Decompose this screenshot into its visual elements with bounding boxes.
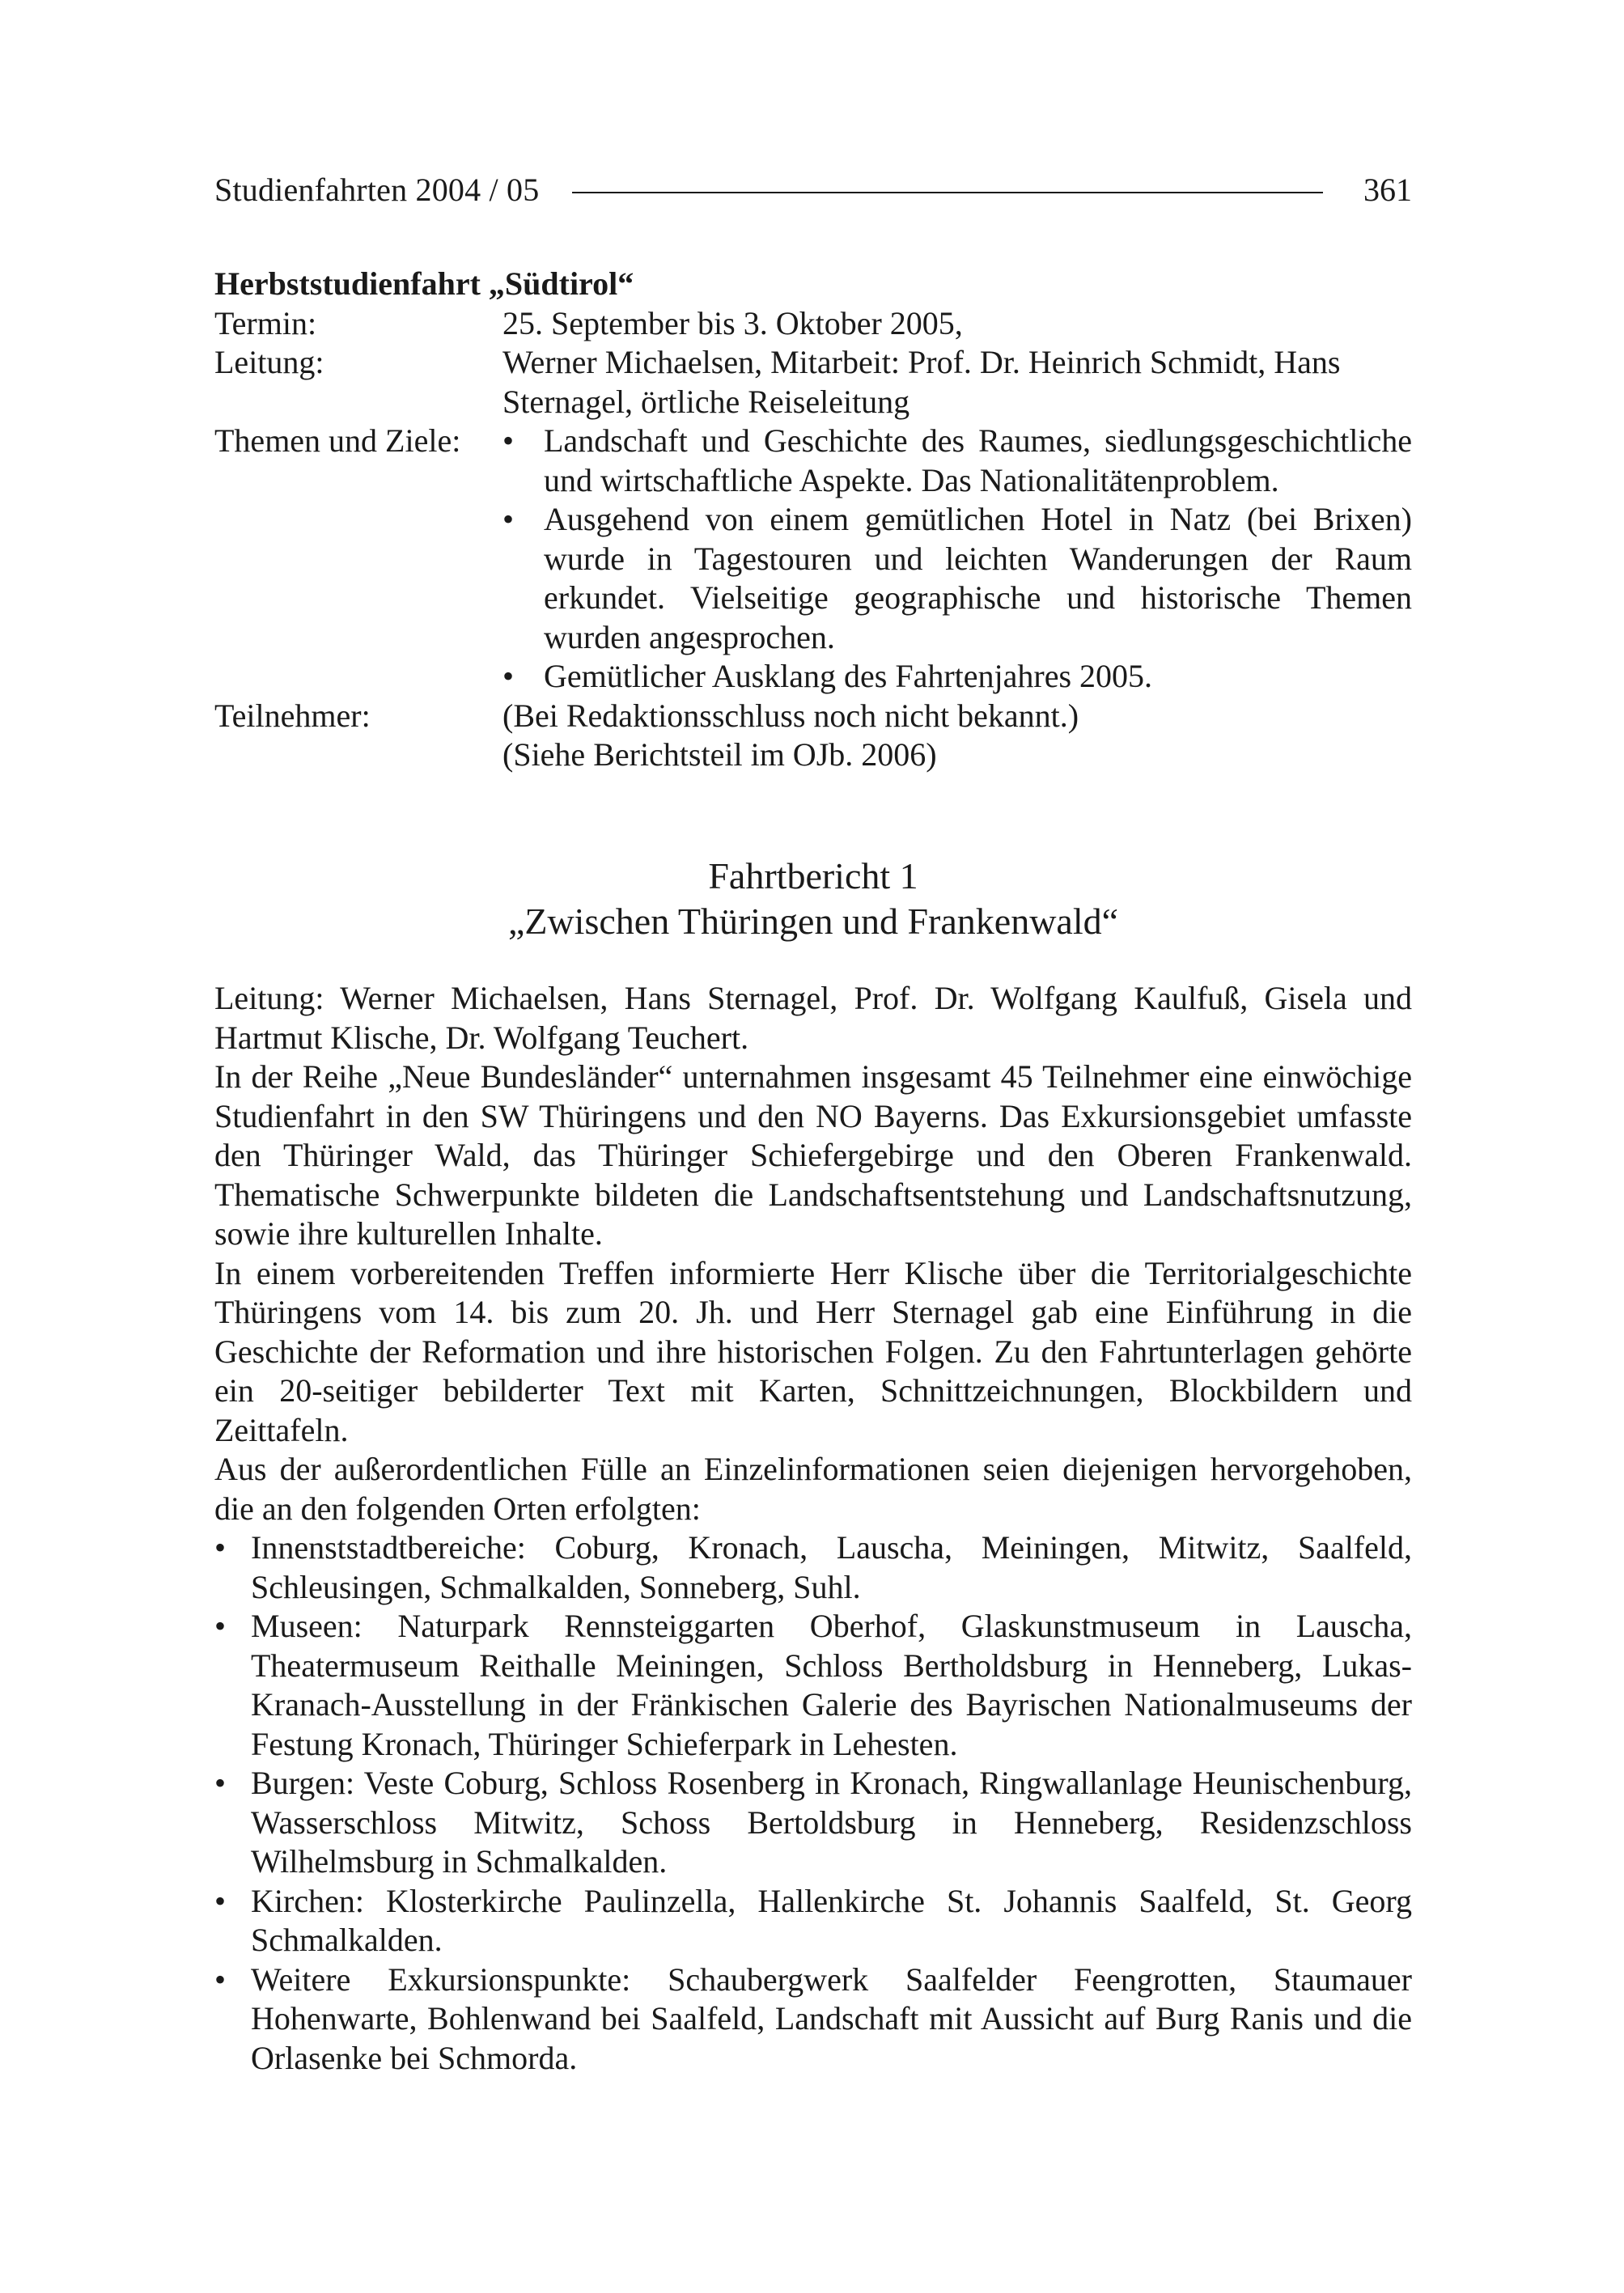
list-item [214, 1960, 1412, 2079]
leitung-row [214, 343, 1412, 422]
teilnehmer-row [214, 697, 1412, 775]
running-header [214, 166, 1412, 214]
bullet-icon: • [502, 422, 515, 459]
bullet-icon: • [502, 501, 515, 537]
teilnehmer-line-1: (Bei Redaktionsschluss noch nicht bekannt.) [502, 697, 1079, 734]
leitung-label: Leitung: [214, 344, 324, 380]
report-body [214, 979, 1412, 2078]
bullet-icon: • [502, 658, 515, 694]
themen-label: Themen und Ziele: [214, 422, 461, 459]
list-item [214, 1764, 1412, 1882]
list-item-text: Burgen: Veste Coburg, Schloss Rosenberg in Kronach, Ringwallanlage Heunischenburg, Wasserschloss Mitwitz, Schoss Bertoldsburg in Henneberg, Residenzschloss Wilhelmsburg in Schmalkalden. [251, 1765, 1412, 1880]
suedtirol-title: Herbststudienfahrt „Südtirol“ [214, 265, 634, 302]
report-heading-number: Fahrtbericht 1 [708, 855, 918, 896]
report-paragraph-3: Aus der außerordentlichen Fülle an Einzelinformationen seien diejenigen hervorgehoben, die an den folgenden Orten erfolgten: [214, 1451, 1412, 1527]
page-number: 361 [1363, 172, 1412, 208]
running-title: Studienfahrten 2004 / 05 [214, 172, 540, 208]
list-item [214, 1528, 1412, 1607]
teilnehmer-label: Teilnehmer: [214, 697, 371, 734]
list-item-text: Landschaft und Geschichte des Raumes, siedlungsgeschichtliche und wirtschaftliche Aspekte. Das Nationalitätenproblem. [544, 422, 1412, 498]
bullet-icon: • [214, 1882, 227, 1919]
header-rule [572, 192, 1323, 193]
list-item [502, 422, 1412, 500]
report-leitung: Leitung: Werner Michaelsen, Hans Sternagel, Prof. Dr. Wolfgang Kaulfuß, Gisela und Hartmut Klische, Dr. Wolfgang Teuchert. [214, 980, 1412, 1056]
list-item-text: Gemütlicher Ausklang des Fahrtenjahres 2005. [544, 658, 1153, 694]
report-list [214, 1528, 1412, 2078]
termin-label: Termin: [214, 304, 317, 341]
list-item-text: Innenststadtbereiche: Coburg, Kronach, Lauscha, Meiningen, Mitwitz, Saalfeld, Schleusingen, Schmalkalden, Sonneberg, Suhl. [251, 1529, 1412, 1605]
report-paragraph-2: In einem vorbereitenden Treffen informierte Herr Klische über die Territorialgeschichte Thüringens vom 14. bis zum 20. Jh. und Herr Sternagel gab eine Einführung in die Geschichte der Reformation und ihre historischen Folgen. Zu den Fahrtunterlagen gehörte ein 20-seitiger bebilderter Text mit Karten, Schnittzeichnungen, Blockbildern und Zeittafeln. [214, 1254, 1412, 1448]
themen-row [214, 422, 1412, 697]
bullet-icon: • [214, 1608, 227, 1644]
list-item [214, 1882, 1412, 1960]
bullet-icon: • [214, 1765, 227, 1801]
list-item-text: Weitere Exkursionspunkte: Schaubergwerk Saalfelder Feengrotten, Staumauer Hohenwarte, Bohlenwand bei Saalfeld, Landschaft mit Aussicht auf Burg Ranis und die Orlasenke bei Schmorda. [251, 1960, 1412, 2076]
list-item [502, 500, 1412, 657]
report-heading-title: „Zwischen Thüringen und Frankenwald“ [507, 901, 1119, 942]
bullet-icon: • [214, 1529, 227, 1566]
suedtirol-section [214, 265, 1412, 775]
report-paragraph-1: In der Reihe „Neue Bundesländer“ unternahmen insgesamt 45 Teilnehmer eine einwöchige Studienfahrt in den SW Thüringens und den NO Bayerns. Das Exkursionsgebiet umfasste den Thüringer Wald, das Thüringer Schiefergebirge und den Oberen Frankenwald. Thematische Schwerpunkte bildeten die Landschaftsentstehung und Landschaftsnutzung, sowie ihre kulturellen Inhalte. [214, 1058, 1412, 1252]
list-item [214, 1607, 1412, 1764]
themen-list [502, 422, 1412, 697]
termin-value: 25. September bis 3. Oktober 2005, [502, 304, 963, 341]
teilnehmer-line-2: (Siehe Berichtsteil im OJb. 2006) [502, 736, 937, 773]
termin-row [214, 304, 1412, 344]
list-item-text: Ausgehend von einem gemütlichen Hotel in Natz (bei Brixen) wurde in Tagestouren und leichten Wanderungen der Raum erkundet. Vielseitige geographische und historische Themen wurden angesprochen. [544, 501, 1412, 655]
bullet-icon: • [214, 1960, 227, 1998]
list-item [502, 657, 1412, 697]
report-heading [214, 854, 1412, 944]
list-item-text: Kirchen: Klosterkirche Paulinzella, Hallenkirche St. Johannis Saalfeld, St. Georg Schmalkalden. [251, 1882, 1412, 1958]
leitung-value: Werner Michaelsen, Mitarbeit: Prof. Dr. Heinrich Schmidt, Hans Sternagel, örtliche Reiseleitung [502, 344, 1341, 420]
list-item-text: Museen: Naturpark Rennsteiggarten Oberhof, Glaskunstmuseum in Lauscha, Theatermuseum Reithalle Meiningen, Schloss Bertholdsburg in Henneberg, Lukas-Kranach-Ausstellung in der Fränkischen Galerie des Bayrischen Nationalmuseums der Festung Kronach, Thüringer Schieferpark in Lehesten. [251, 1608, 1412, 1762]
